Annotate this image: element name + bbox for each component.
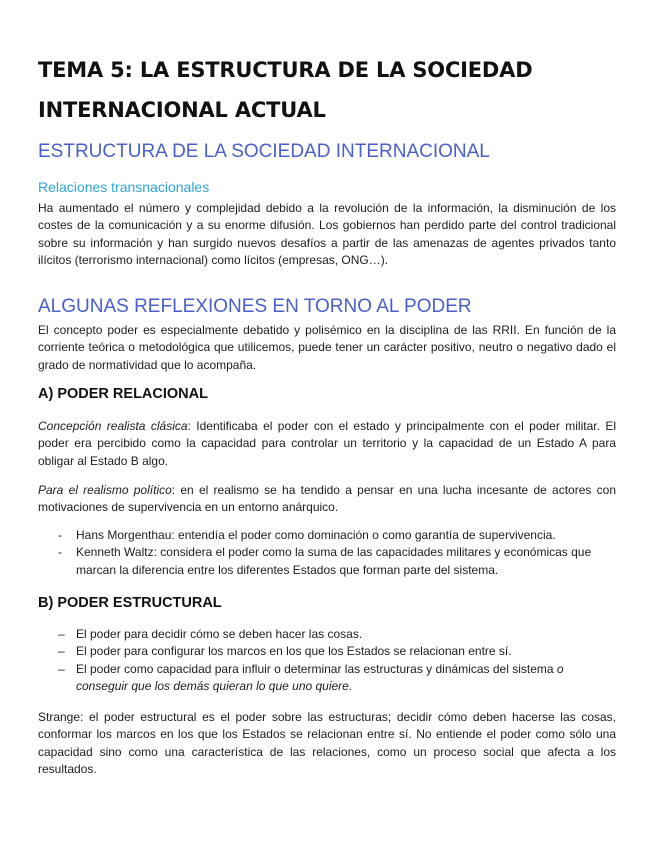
list-item-waltz: - Kenneth Waltz: considera el poder como la suma de las capacidades militares y económicas que marcan la diferencia entre los diferentes Estados que forman parte del sistema. (58, 545, 592, 577)
list-item-morgenthau: - Hans Morgenthau: entendía el poder como dominación o como garantía de supervivencia. (58, 528, 556, 542)
heading-structural-power: B) PODER ESTRUCTURAL (38, 595, 222, 611)
paragraph-power-concept: El concepto poder es especialmente debatido y polisémico en la disciplina de las RRII. En función de la corriente teórica o metodológica que utilicemos, puede tener un carácter positivo, neutro o negativo dado el grado de normatividad que lo acompaña. (38, 323, 616, 372)
document-title-line-1: TEMA 5: LA ESTRUCTURA DE LA SOCIEDAD (38, 58, 533, 83)
list-item-structural-2: – El poder para configurar los marcos en los que los Estados se relacionan entre sí. (58, 644, 512, 659)
classical-realism-text: : Identificaba el poder con el estado y principalmente con el poder militar. El poder era percibido como la capacidad para controlar un territorio y la capacidad de un Estado A para obligar al Estado B algo. (38, 419, 617, 468)
political-realism-text: : en el realismo se ha tendido a pensar en una lucha incesante de actores con motivaciones de supervivencia en un entorno anárquico. (38, 483, 616, 515)
subheading-transnational-relations: Relaciones transnacionales (38, 179, 210, 195)
document-title (38, 50, 638, 130)
section-heading-structure: ESTRUCTURA DE LA SOCIEDAD INTERNACIONAL (38, 141, 490, 162)
relational-authors-list (38, 527, 616, 579)
structural-power-list (38, 626, 616, 696)
paragraph-transnational: Ha aumentado el número y complejidad debido a la revolución de la información, la disminución de los costes de la comunicación y a su enorme difusión. Los gobiernos han perdido parte del control tradicional sobre su información y han surgido nuevos desafíos a partir de las amenazas de agentes privados tanto ilícitos (terrorismo internacional) como lícitos (empresas, ONG…). (38, 201, 616, 268)
classical-realism-label: Concepción realista clásica (38, 419, 188, 433)
paragraph-political-realism (38, 482, 616, 517)
paragraph-classical-realism (38, 418, 616, 470)
list-item-structural-3: – El poder como capacidad para influir o determinar las estructuras y dinámicas del sistema o conseguir que los demás quieran lo que uno quiere. (58, 661, 564, 694)
heading-relational-power: A) PODER RELACIONAL (38, 386, 208, 402)
document-title-line-2: INTERNACIONAL ACTUAL (38, 98, 326, 123)
section-heading-power: ALGUNAS REFLEXIONES EN TORNO AL PODER (38, 296, 472, 317)
list-item-structural-1: – El poder para decidir cómo se deben hacer las cosas. (58, 627, 363, 641)
paragraph-strange: Strange: el poder estructural es el poder sobre las estructuras; decidir cómo deben hacerse las cosas, conformar los marcos en los que los Estados se relacionan entre sí. No entiende el poder como sólo una capacidad sino como una característica de las relaciones, como un proceso social que afecta a los resultados. (38, 710, 616, 777)
political-realism-label: Para el realismo político (38, 483, 172, 497)
